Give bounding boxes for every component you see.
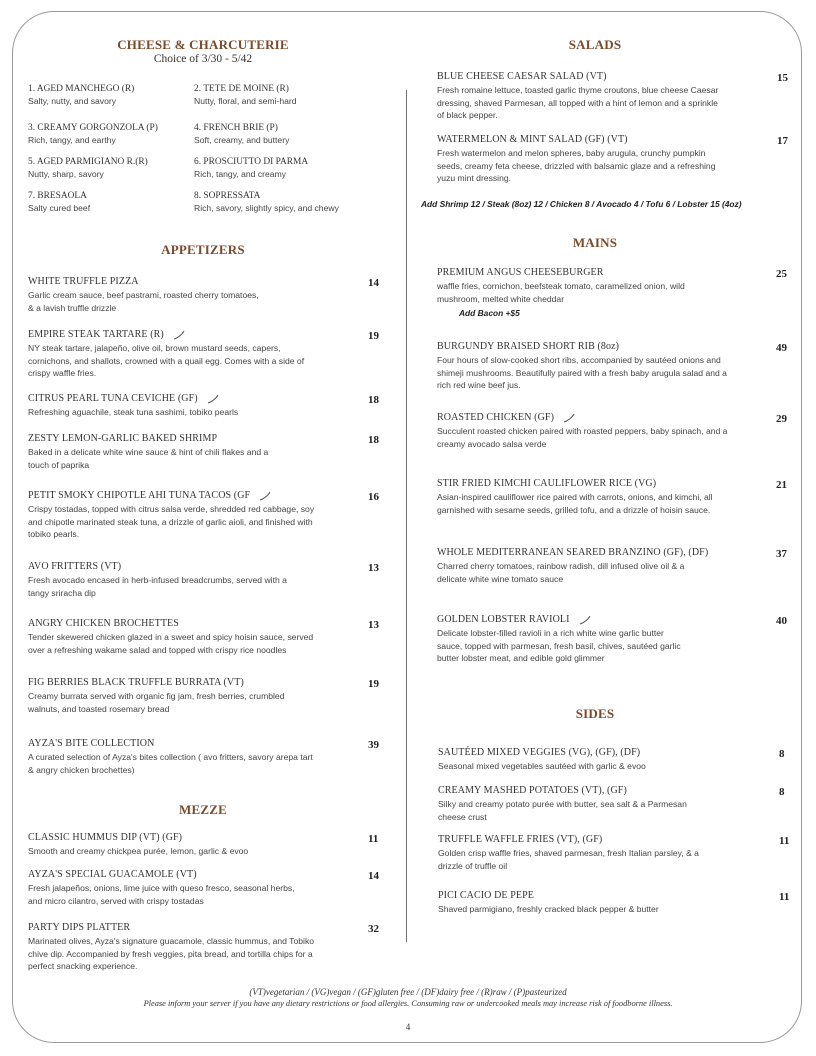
menu-item-description: Tender skewered chicken glazed in a sweet and spicy hoisin sauce, served over a refreshing wakame salad and topped with crispy rice noodles: [28, 632, 314, 655]
menu-item-price: 16: [368, 491, 379, 503]
menu-item-description: NY steak tartare, jalapeño, olive oil, brown mustard seeds, capers, cornichons, and shallots, crowned with a quail egg. Comes with a side of crispy waffle fries.: [28, 343, 305, 378]
menu-item: [28, 393, 363, 419]
salads-title: SALADS: [568, 37, 622, 52]
menu-item-description: Four hours of slow-cooked short ribs, accompanied by sautéed onions and shimeji mushrooms. Beautifully paired with a fresh baby arugula salad and a rich red wine beef jus.: [437, 355, 727, 390]
cheese-item: [194, 84, 297, 106]
mains-title: MAINS: [572, 235, 618, 250]
menu-item-description: Succulent roasted chicken paired with roasted peppers, baby spinach, and a creamy avocado salsa verde: [437, 426, 728, 449]
menu-item: [28, 618, 363, 656]
cheese-item: [194, 191, 339, 213]
menu-item-price: 19: [368, 678, 379, 690]
menu-item-price: 18: [368, 434, 379, 446]
menu-item: [28, 276, 363, 314]
menu-item-name: ZESTY LEMON-GARLIC BAKED SHRIMP: [28, 433, 218, 444]
cheese-item-description: Nutty, sharp, savory: [28, 169, 104, 179]
cheese-item: [194, 123, 289, 145]
menu-item: [28, 490, 363, 541]
cheese-item-description: Rich, savory, slightly spicy, and chewy: [194, 203, 339, 213]
menu-item-price: 21: [776, 479, 787, 491]
cheese-item-name: 3. CREAMY GORGONZOLA (P): [28, 123, 158, 133]
menu-item-price: 17: [777, 135, 788, 147]
cheese-item-name: 6. PROSCIUTTO DI PARMA: [194, 157, 309, 167]
menu-item-description: Smooth and creamy chickpea purée, lemon, garlic & evoo: [28, 846, 249, 856]
chili-pepper-icon: [258, 491, 272, 501]
menu-item: [28, 433, 363, 471]
menu-item-price: 8: [779, 786, 785, 798]
dietary-legend: (VT)vegetarian / (VG)vegan / (GF)gluten free / (DF)dairy free / (R)raw / (P)pasteurized: [249, 987, 567, 997]
menu-item-price: 14: [368, 870, 379, 882]
menu-item-name: CLASSIC HUMMUS DIP (VT) (GF): [28, 832, 183, 843]
menu-item: [437, 267, 769, 305]
menu-item-name: CITRUS PEARL TUNA CEVICHE (GF): [28, 393, 363, 404]
menu-item-description: Golden crisp waffle fries, shaved parmesan, fresh Italian parsley, & a drizzle of truffle oil: [438, 848, 699, 871]
menu-item-price: 15: [777, 72, 788, 84]
menu-item-price: 25: [776, 268, 787, 280]
allergy-notice: Please inform your server if you have any dietary restrictions or food allergies. Consuming raw or undercooked meals may increase risk of foodborne illness.: [143, 999, 673, 1008]
menu-item: [28, 869, 363, 907]
menu-item-name: AYZA'S SPECIAL GUACAMOLE (VT): [28, 869, 197, 880]
cheese-item-description: Rich, tangy, and creamy: [194, 169, 287, 179]
menu-item-price: 40: [776, 615, 787, 627]
cheese-item-description: Nutty, floral, and semi-hard: [194, 96, 297, 106]
menu-item-name: FIG BERRIES BLACK TRUFFLE BURRATA (VT): [28, 677, 244, 688]
menu-item-name: STIR FRIED KIMCHI CAULIFLOWER RICE (VG): [437, 478, 657, 489]
menu-item: [437, 478, 769, 516]
cheese-item-description: Salty, nutty, and savory: [28, 96, 117, 106]
menu-item-name: PARTY DIPS PLATTER: [28, 922, 131, 933]
menu-item-description: Seasonal mixed vegetables sautéed with garlic & evoo: [438, 761, 646, 771]
menu-item-name: PREMIUM ANGUS CHEESEBURGER: [437, 267, 604, 278]
menu-item-name: AVO FRITTERS (VT): [28, 561, 122, 572]
menu-item-price: 32: [368, 923, 379, 935]
menu-item: [438, 834, 768, 872]
menu-item-description: Asian-inspired cauliflower rice paired with carrots, onions, and kimchi, all garnished with sesame seeds, grilled tofu, and a drizzle of hoisin sauce.: [437, 492, 713, 515]
menu-item-name: PETIT SMOKY CHIPOTLE AHI TUNA TACOS (GF: [28, 490, 363, 501]
cheese-subtitle: Choice of 3/30 - 5/42: [153, 53, 253, 65]
menu-item: [28, 832, 363, 858]
menu-item-name: WHOLE MEDITERRANEAN SEARED BRANZINO (GF), (DF): [437, 547, 709, 558]
menu-item-price: 29: [776, 413, 787, 425]
menu-item-description: Marinated olives, Ayza's signature guacamole, classic hummus, and Tobiko chive dip. Accompanied by fresh veggies, pita bread, and tortilla chips for a perfect snacking experience.: [28, 936, 315, 971]
cheese-item-name: 4. FRENCH BRIE (P): [194, 123, 278, 133]
menu-item-name: BURGUNDY BRAISED SHORT RIB (8oz): [437, 341, 620, 352]
menu-item-price: 13: [368, 562, 379, 574]
menu-item-price: 19: [368, 330, 379, 342]
menu-item-price: 11: [779, 891, 790, 903]
cheese-item: [194, 157, 308, 179]
menu-item-price: 11: [368, 833, 379, 845]
cheese-item-name: 5. AGED PARMIGIANO R.(R): [28, 157, 148, 167]
cheese-item-name: 8. SOPRESSATA: [194, 191, 261, 201]
menu-item: [438, 747, 768, 773]
menu-item-name: TRUFFLE WAFFLE FRIES (VT), (GF): [438, 834, 603, 845]
menu-item-name: BLUE CHEESE CAESAR SALAD (VT): [437, 71, 607, 82]
cheese-item-name: 7. BRESAOLA: [28, 191, 87, 201]
menu-item: [437, 71, 769, 122]
menu-item-description: waffle fries, cornichon, beefsteak tomato, caramelized onion, wild mushroom, melted white cheddar: [437, 281, 685, 304]
menu-item-description: Baked in a delicate white wine sauce & hint of chili flakes and a touch of paprika: [28, 447, 269, 470]
menu-item-description: Shaved parmigiano, freshly cracked black pepper & butter: [438, 904, 659, 914]
menu-item-price: 13: [368, 619, 379, 631]
cheese-item-description: Soft, creamy, and buttery: [194, 135, 290, 145]
menu-item-description: Fresh jalapeños, onions, lime juice with queso fresco, seasonal herbs, and micro cilantro, served with crispy tostadas: [28, 883, 295, 906]
menu-item: [28, 677, 363, 715]
menu-item-price: 49: [776, 342, 787, 354]
menu-item-name: WATERMELON & MINT SALAD (GF) (VT): [437, 134, 628, 145]
menu-item-name: ANGRY CHICKEN BROCHETTES: [28, 618, 179, 629]
menu-item-description: Silky and creamy potato purée with butter, sea salt & a Parmesan cheese crust: [438, 799, 687, 822]
column-divider: [406, 90, 407, 942]
menu-item: [437, 547, 769, 585]
menu-item-price: 39: [368, 739, 379, 751]
menu-item-price: 8: [779, 748, 785, 760]
chili-pepper-icon: [172, 330, 186, 340]
salad-addons: Add Shrimp 12 / Steak (8oz) 12 / Chicken 8 / Avocado 4 / Tofu 6 / Lobster 15 (4oz): [421, 199, 742, 209]
menu-item-price: 14: [368, 277, 379, 289]
chili-pepper-icon: [578, 615, 592, 625]
cheese-title: CHEESE & CHARCUTERIE: [117, 37, 289, 52]
menu-item-name: GOLDEN LOBSTER RAVIOLI: [437, 614, 769, 625]
mezze-title: MEZZE: [179, 802, 227, 817]
cheese-item: [28, 157, 148, 179]
cheese-item-name: 2. TETE DE MOINE (R): [194, 84, 289, 94]
appetizers-title: APPETIZERS: [161, 242, 245, 257]
cheese-item: [28, 84, 134, 106]
menu-item: [438, 785, 768, 823]
menu-item: [28, 561, 363, 599]
menu-item: [28, 738, 363, 776]
menu-item-description: Fresh avocado encased in herb-infused breadcrumbs, served with a tangy sriracha dip: [28, 575, 287, 598]
menu-item-description: Crispy tostadas, topped with citrus salsa verde, shredded red cabbage, soy and chipotle marinated steak tuna, a drizzle of garlic aioli, and finished with tobiko pearls.: [28, 504, 315, 539]
page-number: 4: [405, 1022, 411, 1032]
menu-item: [437, 134, 769, 185]
menu-item-description: Creamy burrata served with organic fig jam, fresh berries, crumbled walnuts, and toasted rosemary bread: [28, 691, 285, 714]
cheese-item: [28, 191, 90, 213]
menu-item-description: Refreshing aguachile, steak tuna sashimi, tobiko pearls: [28, 407, 239, 417]
menu-item-name: PICI CACIO DE PEPE: [438, 890, 534, 901]
chili-pepper-icon: [562, 413, 576, 423]
sides-title: SIDES: [575, 706, 615, 721]
menu-item: [437, 412, 769, 450]
menu-item: [437, 614, 769, 665]
menu-item-name: WHITE TRUFFLE PIZZA: [28, 276, 139, 287]
menu-item-name: SAUTÉED MIXED VEGGIES (VG), (GF), (DF): [438, 747, 641, 758]
menu-item-price: 11: [779, 835, 790, 847]
menu-item: [438, 890, 768, 916]
menu-item-price: 18: [368, 394, 379, 406]
menu-item: [28, 329, 363, 380]
menu-item-description: Charred cherry tomatoes, rainbow radish, dill infused olive oil & a delicate white wine tomato sauce: [437, 561, 685, 584]
menu-item-description: A curated selection of Ayza's bites collection ( avo fritters, savory arepa tart & angry chicken brochettes): [28, 752, 313, 775]
cheese-item-description: Rich, tangy, and earthy: [28, 135, 116, 145]
menu-item-name: ROASTED CHICKEN (GF): [437, 412, 769, 423]
menu-item: [28, 922, 363, 973]
menu-item-name: AYZA'S BITE COLLECTION: [28, 738, 155, 749]
menu-item-description: Garlic cream sauce, beef pastrami, roasted cherry tomatoes, & a lavish truffle drizzle: [28, 290, 259, 313]
menu-item-price: 37: [776, 548, 787, 560]
chili-pepper-icon: [206, 394, 220, 404]
menu-item-description: Fresh romaine lettuce, toasted garlic thyme croutons, blue cheese Caesar dressing, shaved Parmesan, all topped with a hint of lemon and a sprinkle of black pepper.: [437, 85, 719, 120]
cheese-item-name: 1. AGED MANCHEGO (R): [28, 84, 135, 94]
cheese-item: [28, 123, 158, 145]
menu-item-description: Delicate lobster-filled ravioli in a rich white wine garlic butter sauce, topped with parmesan, fresh basil, chives, sautéed garlic butter lobster meat, and edible gold glimmer: [437, 628, 681, 663]
menu-item: [437, 341, 769, 392]
menu-item-description: Fresh watermelon and melon spheres, baby arugula, crunchy pumpkin seeds, creamy feta cheese, drizzled with balsamic glaze and a refreshing yuzu mint dressing.: [437, 148, 716, 183]
menu-item-name: EMPIRE STEAK TARTARE (R): [28, 329, 363, 340]
cheese-item-description: Salty cured beef: [28, 203, 91, 213]
burger-addon: Add Bacon +$5: [459, 308, 520, 318]
menu-item-name: CREAMY MASHED POTATOES (VT), (GF): [438, 785, 627, 796]
